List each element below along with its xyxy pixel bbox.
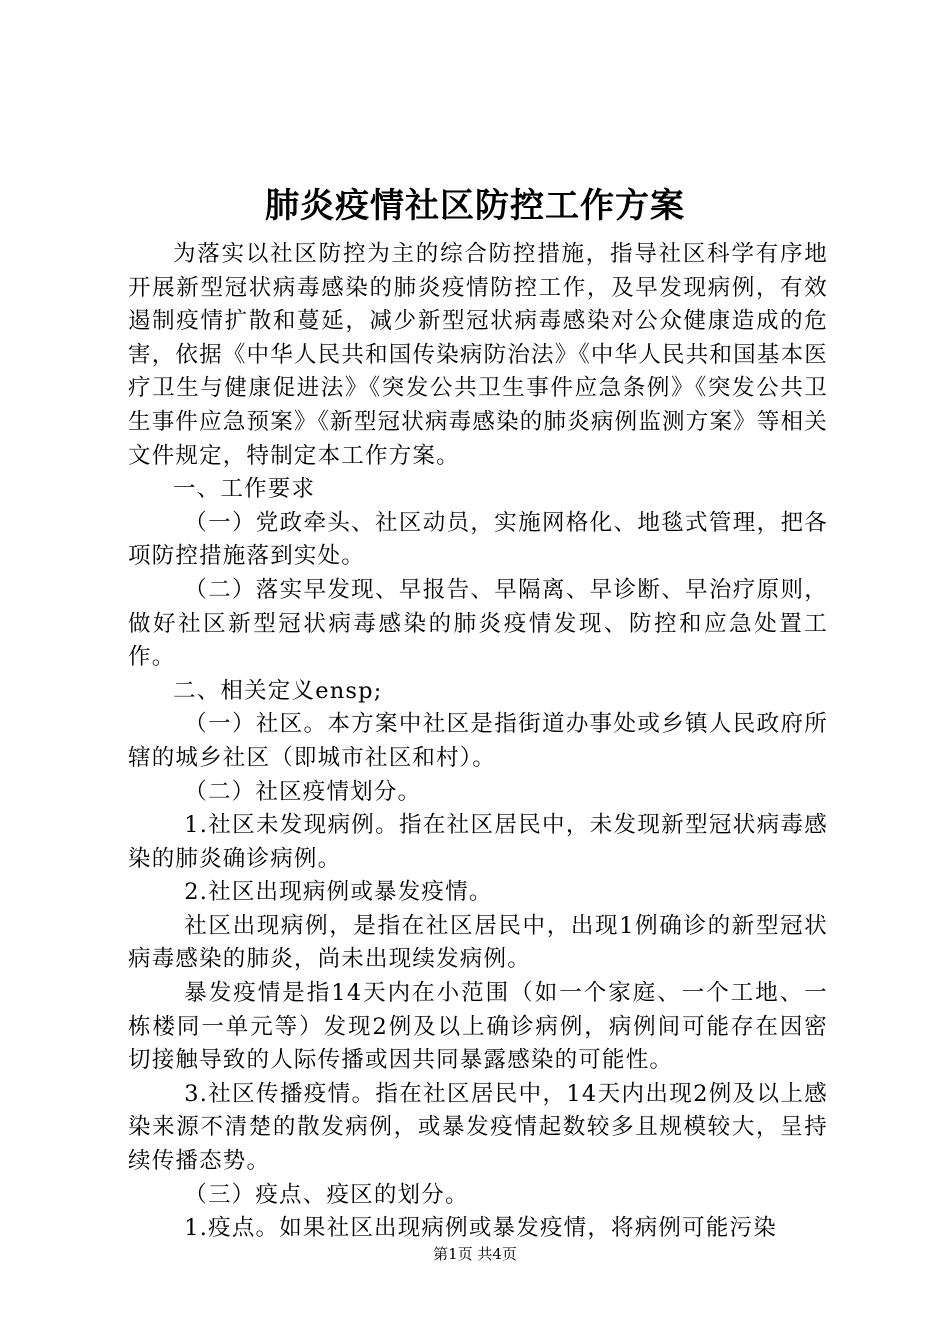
paragraph-cases-or-outbreak: 2.社区出现病例或暴发疫情。 <box>184 879 493 906</box>
paragraph-community-transmission: 3.社区传播疫情。指在社区居民中，14天内出现2例及以上感染来源不清楚的散发病例，或暴发疫情起数较多且规模较大，呈持续传播态势。 <box>128 1080 828 1175</box>
paragraph-outbreak-definition: 暴发疫情是指14天内在小范围（如一个家庭、一个工地、一栋楼同一单元等）发现2例及以上确诊病例，病例间可能存在因密切接触导致的人际传播或因共同暴露感染的可能性。 <box>128 980 828 1074</box>
paragraph-definition-classification: （二）社区疫情划分。 <box>184 778 422 805</box>
paragraph-epidemic-zone: （三）疫点、疫区的划分。 <box>184 1181 469 1208</box>
page-footer: 第1页 共4页 <box>433 1245 517 1263</box>
paragraph-cases-definition: 社区出现病例，是指在社区居民中，出现1例确诊的新型冠状病毒感染的肺炎，尚未出现续发病例。 <box>128 912 828 973</box>
paragraph-no-cases: 1.社区未发现病例。指在社区居民中，未发现新型冠状病毒感染的肺炎确诊病例。 <box>128 812 828 872</box>
paragraph-requirement-1: （一）党政牵头、社区动员，实施网格化、地毯式管理，把各项防控措施落到实处。 <box>128 509 828 570</box>
paragraph-requirement-2: （二）落实早发现、早报告、早隔离、早诊断、早治疗原则，做好社区新型冠状病毒感染的肺炎疫情发现、防控和应急处置工作。 <box>128 576 828 671</box>
document-body <box>128 238 828 1246</box>
paragraph-definition-community: （一）社区。本方案中社区是指街道办事处或乡镇人民政府所辖的城乡社区（即城市社区和村）。 <box>128 711 828 771</box>
document-title: 肺炎疫情社区防控工作方案 <box>265 186 685 226</box>
paragraph-intro: 为落实以社区防控为主的综合防控措施，指导社区科学有序地开展新型冠状病毒感染的肺炎疫情防控工作，及早发现病例，有效遏制疫情扩散和蔓延，减少新型冠状病毒感染对公众健康造成的危害，依据《中华人民共和国传染病防治法》《中华人民共和国基本医疗卫生与健康促进法》《突发公共卫生事件应急条例》《突发公共卫生事件应急预案》《新型冠状病毒感染的肺炎病例监测方案》等相关文件规定，特制定本工作方案。 <box>128 241 828 469</box>
heading-definitions: 二、相关定义ensp; <box>173 677 383 704</box>
paragraph-epidemic-point: 1.疫点。如果社区出现病例或暴发疫情，将病例可能污染 <box>184 1215 777 1242</box>
heading-work-requirements: 一、工作要求 <box>173 476 316 503</box>
